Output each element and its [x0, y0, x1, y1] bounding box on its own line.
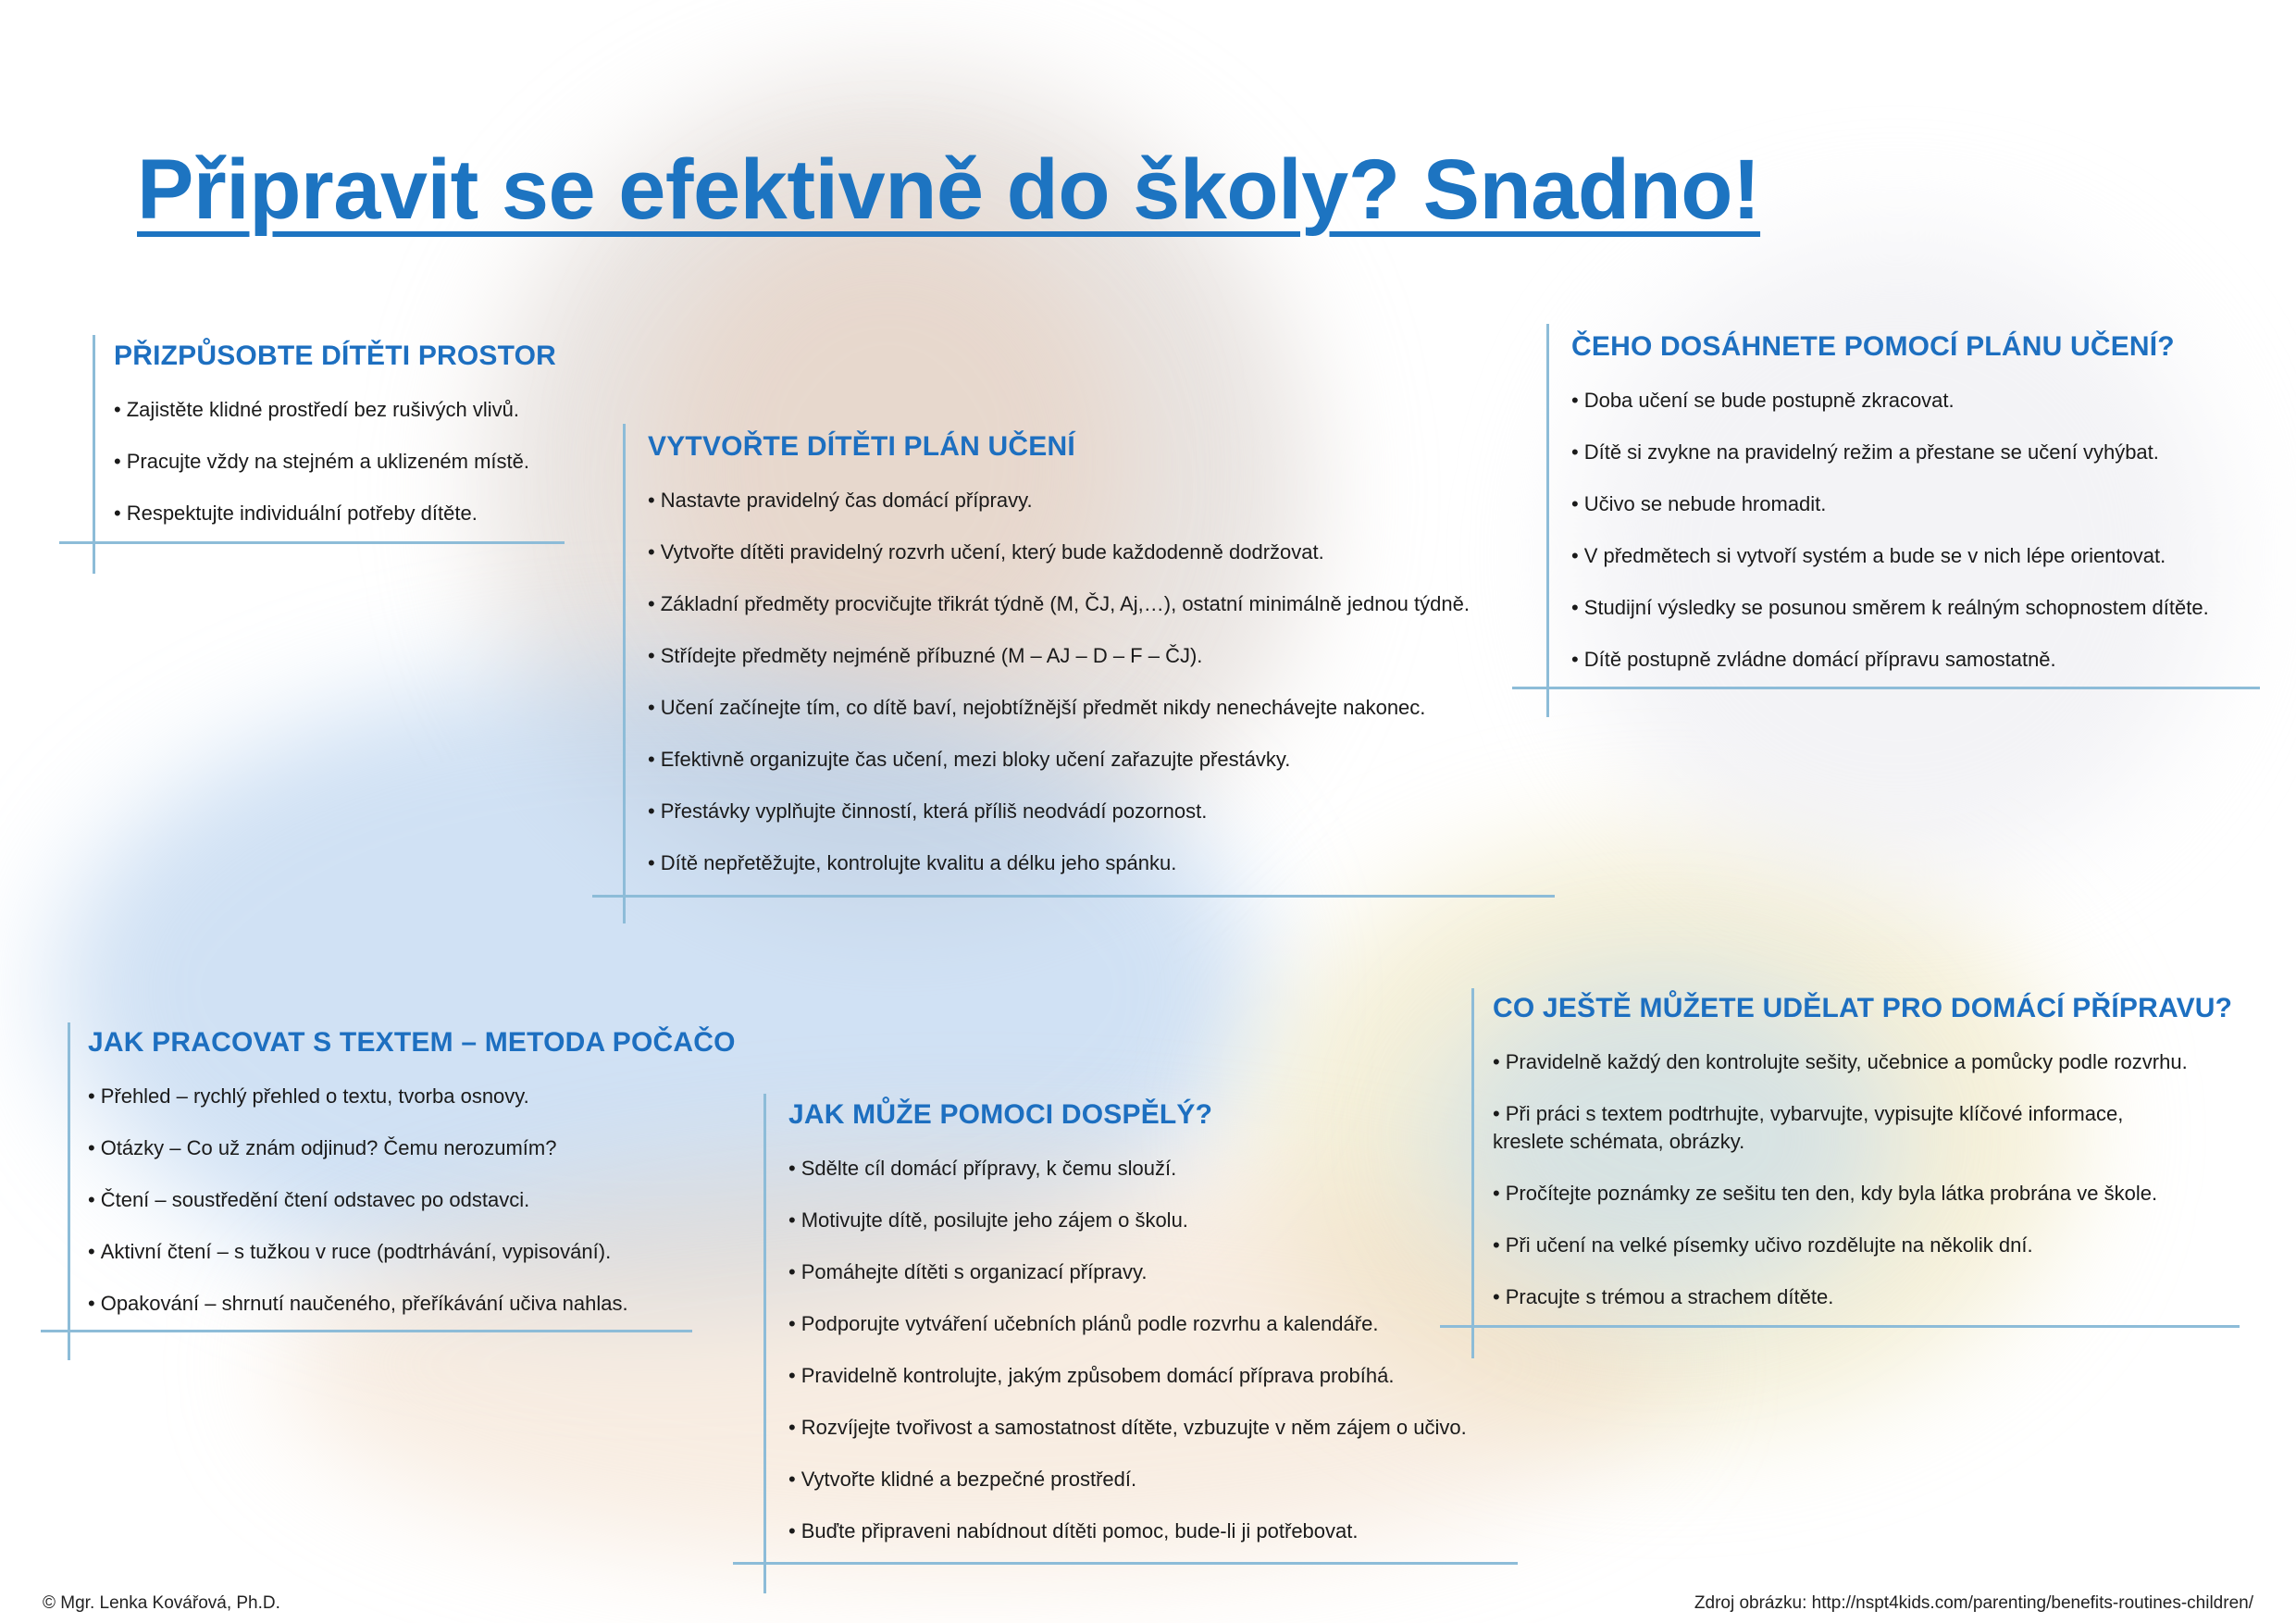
list-item: • Pravidelně každý den kontrolujte sešity, učebnice a pomůcky podle rozvrhu. — [1493, 1050, 2188, 1073]
list-item: • Nastavte pravidelný čas domácí přípravy. — [648, 489, 1033, 512]
list-item: • Střídejte předměty nejméně příbuzné (M – AJ – D – F – ČJ). — [648, 644, 1203, 667]
section-dospely — [788, 1099, 1547, 1545]
list-item: • Učení začínejte tím, co dítě baví, nejobtížnější předmět nikdy nenechávejte nakonec. — [648, 696, 1426, 719]
list-item: • Zajistěte klidné prostředí bez rušivých vlivů. — [114, 398, 519, 421]
list-item: • Čtení – soustředění čtení odstavec po odstavci. — [88, 1188, 530, 1211]
section-ceho-dosahnete — [1571, 331, 2275, 674]
section-heading: ČEHO DOSÁHNETE POMOCÍ PLÁNU UČENÍ? — [1571, 331, 2175, 362]
list-item: • Pročítejte poznámky ze sešitu ten den, kdy byla látka probrána ve škole. — [1493, 1182, 2158, 1205]
list-item: • Přehled – rychlý přehled o textu, tvorba osnovy. — [88, 1084, 529, 1108]
list-item: • Studijní výsledky se posunou směrem k reálným schopnostem dítěte. — [1571, 596, 2209, 619]
list-item: • Vytvořte klidné a bezpečné prostředí. — [788, 1468, 1137, 1491]
list-item: • Buďte připraveni nabídnout dítěti pomoc, bude-li ji potřebovat. — [788, 1519, 1359, 1542]
list-item: • Dítě nepřetěžujte, kontrolujte kvalitu a délku jeho spánku. — [648, 851, 1177, 874]
list-item: • Motivujte dítě, posilujte jeho zájem o školu. — [788, 1208, 1188, 1232]
list-item: • Pracujte s trémou a strachem dítěte. — [1493, 1285, 1834, 1308]
section-co-jeste — [1493, 993, 2261, 1311]
list-item: • Opakování – shrnutí naučeného, přeříkávání učiva nahlas. — [88, 1292, 628, 1315]
list-item: • Přestávky vyplňujte činností, která příliš neodvádí pozornost. — [648, 799, 1208, 823]
list-item: • Dítě si zvykne na pravidelný režim a přestane se učení vyhýbat. — [1571, 440, 2159, 464]
list-item: • Efektivně organizujte čas učení, mezi bloky učení zařazujte přestávky. — [648, 748, 1291, 771]
list-item: • V předmětech si vytvoří systém a bude se v nich lépe orientovat. — [1571, 544, 2166, 567]
footer-author: © Mgr. Lenka Kovářová, Ph.D. — [43, 1593, 280, 1613]
list-item: • Pomáhejte dítěti s organizací přípravy. — [788, 1260, 1148, 1283]
list-item: • Základní předměty procvičujte třikrát týdně (M, ČJ, Aj,…), ostatní minimálně jednou týdně. — [648, 592, 1470, 615]
footer-image-source: Zdroj obrázku: http://nspt4kids.com/parenting/benefits-routines-children/ — [1694, 1593, 2253, 1613]
list-item: • Při učení na velké písemky učivo rozdělujte na několik dní. — [1493, 1233, 2033, 1257]
list-item: • Pravidelně kontrolujte, jakým způsobem domácí příprava probíhá. — [788, 1364, 1395, 1387]
list-item: • Respektujte individuální potřeby dítěte. — [114, 502, 478, 525]
section-prostor — [114, 341, 595, 527]
section-heading: JAK MŮŽE POMOCI DOSPĚLÝ? — [788, 1099, 1213, 1130]
section-heading: VYTVOŘTE DÍTĚTI PLÁN UČENÍ — [648, 431, 1075, 462]
section-pocaco — [88, 1027, 736, 1318]
list-item: • Otázky – Co už znám odjinud? Čemu nerozumím? — [88, 1136, 557, 1159]
list-item: • Při práci s textem podtrhujte, vybarvujte, vypisujte klíčové informace, kreslete schémata, obrázky. — [1493, 1102, 2124, 1153]
page-title: Připravit se efektivně do školy? Snadno! — [137, 142, 1761, 237]
list-item: • Dítě postupně zvládne domácí přípravu samostatně. — [1571, 648, 2056, 671]
list-item: • Pracujte vždy na stejném a uklizeném místě. — [114, 450, 529, 473]
list-item: • Doba učení se bude postupně zkracovat. — [1571, 389, 1955, 412]
list-item: • Sdělte cíl domácí přípravy, k čemu slouží. — [788, 1157, 1177, 1180]
list-item: • Aktivní čtení – s tužkou v ruce (podtrhávání, vypisování). — [88, 1240, 612, 1263]
section-heading: JAK PRACOVAT S TEXTEM – METODA POČAČO — [88, 1027, 736, 1058]
section-heading: PŘIZPŮSOBTE DÍTĚTI PROSTOR — [114, 341, 557, 371]
list-item: • Podporujte vytváření učebních plánů podle rozvrhu a kalendáře. — [788, 1312, 1379, 1335]
list-item: • Učivo se nebude hromadit. — [1571, 492, 1827, 515]
section-plan-uceni — [648, 431, 1555, 877]
list-item: • Rozvíjejte tvořivost a samostatnost dítěte, vzbuzujte v něm zájem o učivo. — [788, 1416, 1467, 1439]
list-item: • Vytvořte dítěti pravidelný rozvrh učení, který bude každodenně dodržovat. — [648, 540, 1324, 564]
section-heading: CO JEŠTĚ MŮŽETE UDĚLAT PRO DOMÁCÍ PŘÍPRAVU? — [1493, 993, 2233, 1023]
